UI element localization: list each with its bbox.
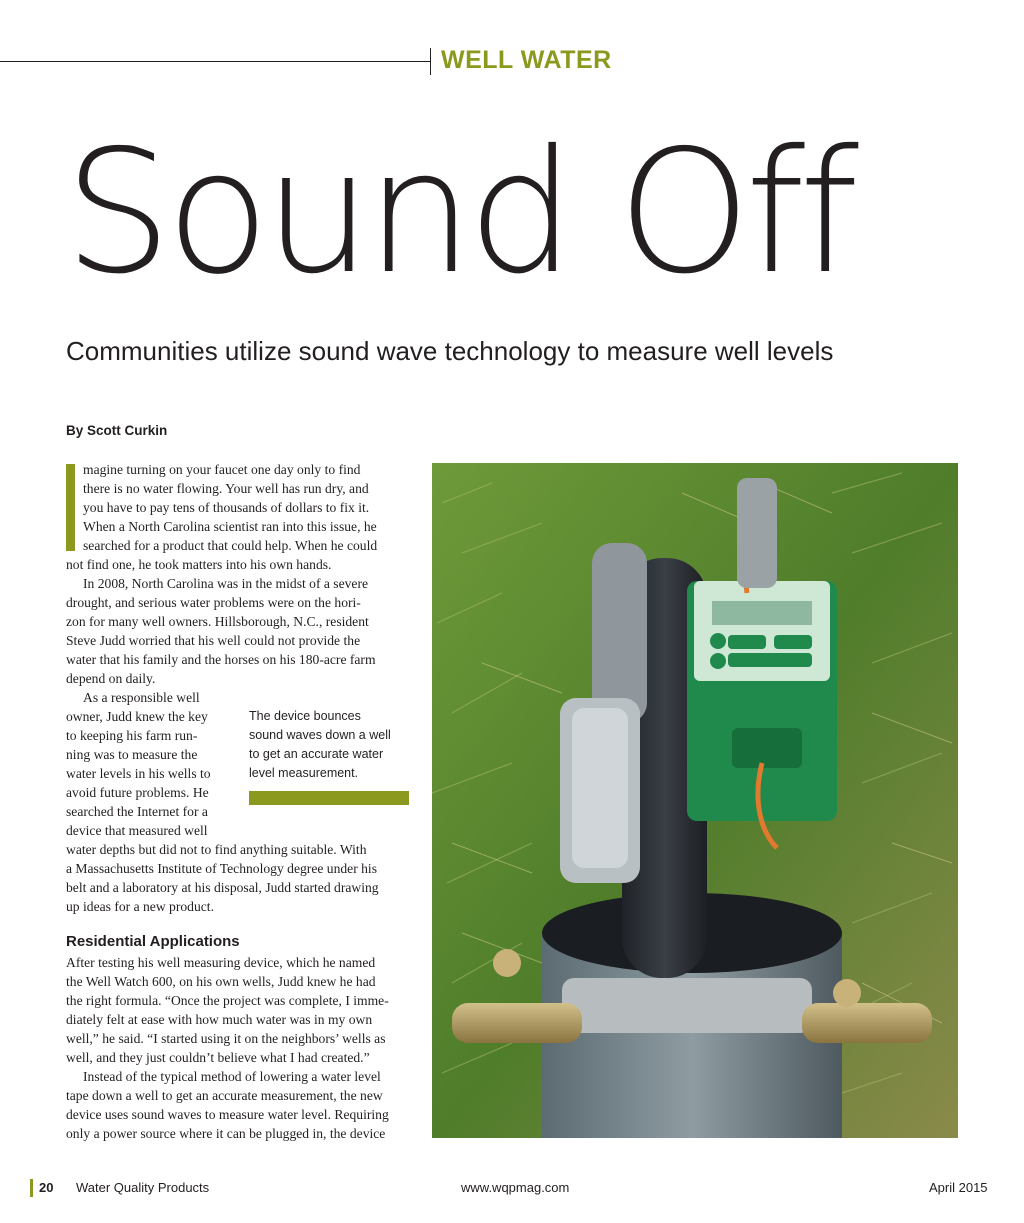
- text-line: water that his family and the horses on his 180-acre farm: [66, 652, 376, 667]
- well-device-photo: [432, 463, 958, 1138]
- publication-url[interactable]: www.wqpmag.com: [461, 1180, 570, 1195]
- header-rule-tick: [430, 48, 431, 75]
- section-tag: WELL WATER: [441, 46, 612, 74]
- text-line: not find one, he took matters into his own hands.: [66, 557, 332, 572]
- text-line: well, and they just couldn’t believe what I had created.”: [66, 1050, 370, 1065]
- text-line: there is no water flowing. Your well has run dry, and: [83, 481, 369, 496]
- text-line: Instead of the typical method of lowering a water level: [83, 1069, 381, 1084]
- text-line: In 2008, North Carolina was in the midst of a severe: [83, 576, 369, 591]
- text-line: depend on daily.: [66, 671, 156, 686]
- text-line: After testing his well measuring device, which he named: [66, 955, 376, 970]
- pull-quote-line: sound waves down a well: [249, 728, 391, 742]
- text-line: you have to pay tens of thousands of dollars to fix it.: [83, 500, 370, 515]
- issue-date: April 2015: [929, 1180, 988, 1195]
- text-line: water depths but did not to find anything suitable. With: [66, 842, 367, 857]
- pull-quote-line: level measurement.: [249, 766, 359, 780]
- text-line: only a power source where it can be plugged in, the device: [66, 1126, 386, 1141]
- footer-accent-bar: [30, 1179, 33, 1197]
- pull-quote-line: to get an accurate water: [249, 747, 384, 761]
- text-line: device that measured well: [66, 823, 208, 838]
- text-line: zon for many well owners. Hillsborough, N.C., resident: [66, 614, 369, 629]
- text-line: a Massachusetts Institute of Technology degree under his: [66, 861, 377, 876]
- text-line: drought, and serious water problems were on the hori-: [66, 595, 361, 610]
- text-line: owner, Judd knew the key: [66, 709, 208, 724]
- text-line: Steve Judd worried that his well could not provide the: [66, 633, 361, 648]
- residential-paragraph: [66, 953, 389, 1143]
- pull-quote: [249, 707, 391, 783]
- text-line: device uses sound waves to measure water level. Requiring: [66, 1107, 389, 1122]
- text-line: diately felt at ease with how much water was in my own: [66, 1012, 373, 1027]
- section-heading: Residential Applications: [66, 933, 240, 950]
- page-number: 20: [39, 1180, 54, 1195]
- byline: By Scott Curkin: [66, 423, 168, 438]
- text-line: searched the Internet for a: [66, 804, 208, 819]
- text-line: When a North Carolina scientist ran into this issue, he: [83, 519, 377, 534]
- publication-name: Water Quality Products: [76, 1180, 210, 1195]
- header-rule: [0, 61, 430, 62]
- text-line: avoid future problems. He: [66, 785, 209, 800]
- text-line: tape down a well to get an accurate measurement, the new: [66, 1088, 383, 1103]
- article-subhead: Communities utilize sound wave technology to measure well levels: [66, 336, 834, 366]
- text-line: belt and a laboratory at his disposal, Judd started drawing: [66, 880, 379, 895]
- pull-quote-line: The device bounces: [249, 709, 361, 723]
- text-line: to keeping his farm run-: [66, 728, 198, 743]
- intro-paragraph-top: [83, 460, 377, 555]
- text-line: water levels in his wells to: [66, 766, 211, 781]
- text-line: ning was to measure the: [66, 747, 198, 762]
- pull-quote-bar: [249, 791, 409, 805]
- article-headline: Sound Off: [64, 114, 853, 312]
- drop-cap: [66, 464, 75, 551]
- text-line: well,” he said. “I started using it on the neighbors’ wells as: [66, 1031, 386, 1046]
- text-line: magine turning on your faucet one day only to find: [83, 462, 361, 477]
- text-line: up ideas for a new product.: [66, 899, 214, 914]
- text-line: searched for a product that could help. When he could: [83, 538, 378, 553]
- text-line: the right formula. “Once the project was complete, I imme-: [66, 993, 389, 1008]
- text-line: the Well Watch 600, on his own wells, Judd knew he had: [66, 974, 376, 989]
- text-line: As a responsible well: [83, 690, 200, 705]
